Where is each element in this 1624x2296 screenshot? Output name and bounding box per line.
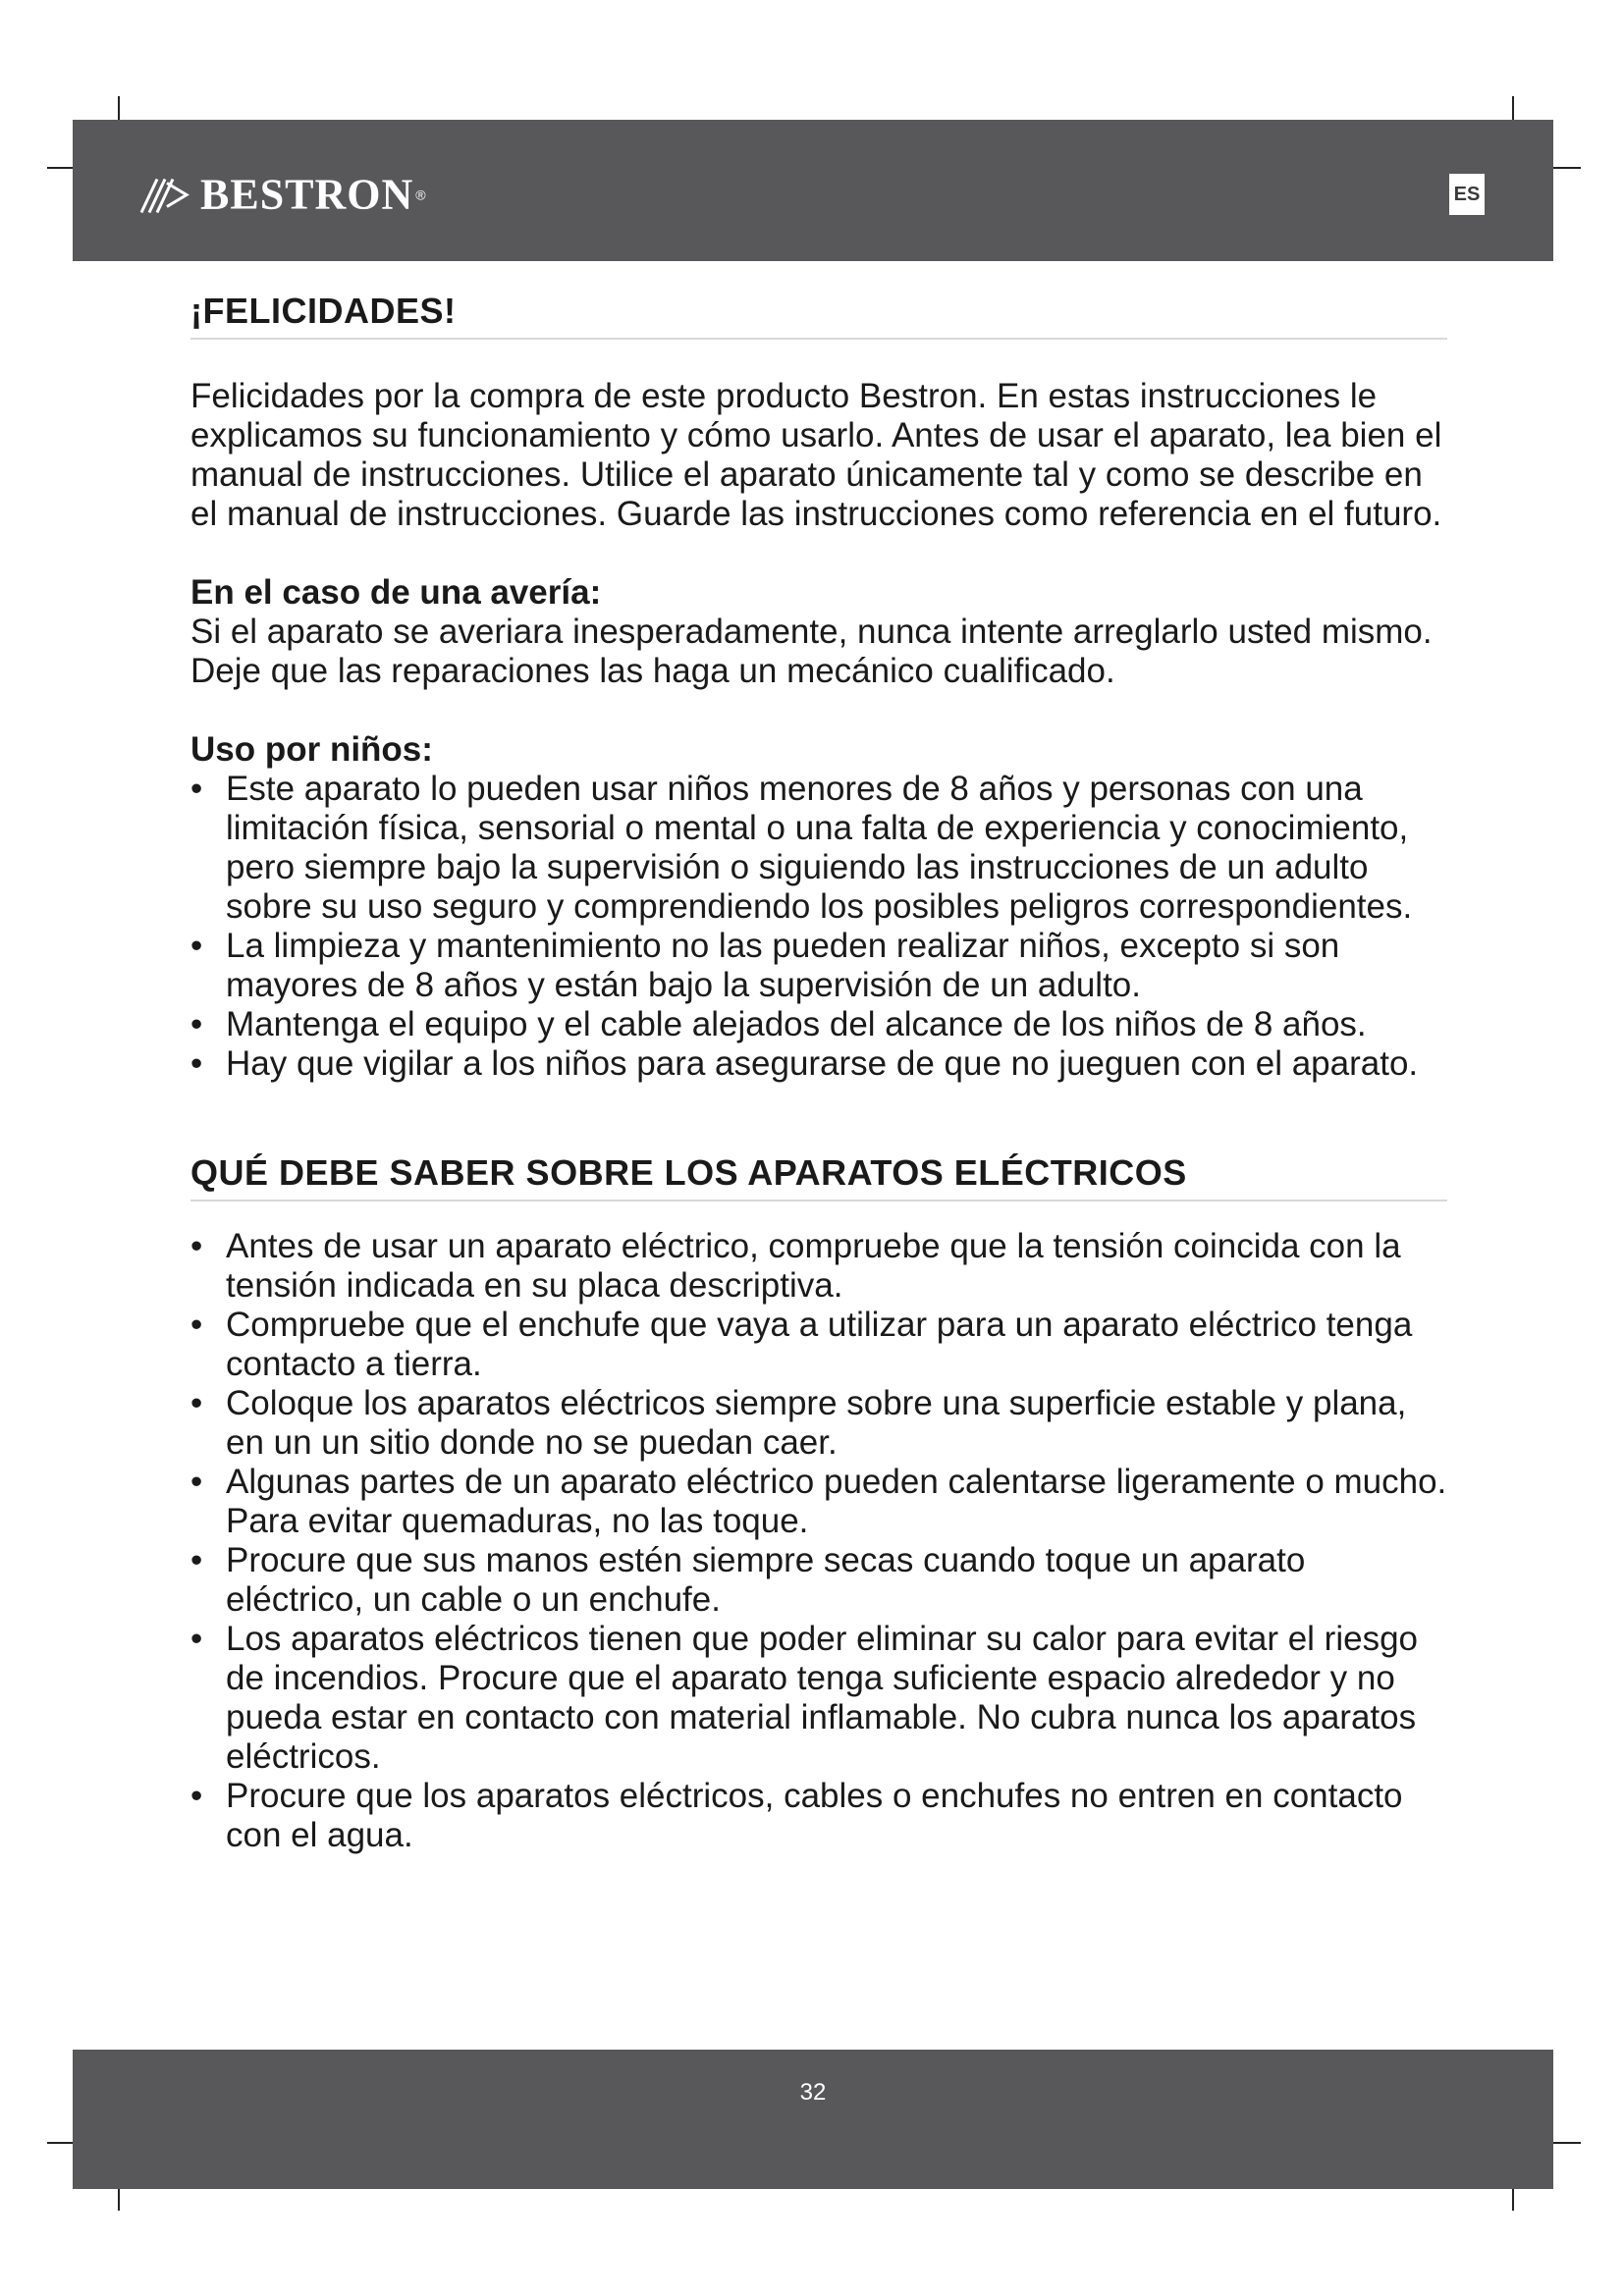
list-item: • Compruebe que el enchufe que vaya a utilizar para un aparato eléctrico tenga contacto a tierra. (190, 1306, 1413, 1383)
fault-heading: En el caso de una avería: (190, 573, 602, 612)
header-bar (73, 120, 1553, 261)
page-content (190, 291, 1447, 1855)
children-list (190, 770, 1447, 1084)
children-heading: Uso por niños: (190, 730, 433, 769)
list-item: • Coloque los aparatos eléctricos siempre sobre una superficie estable y plana, en un un sitio donde no se puedan caer. (190, 1384, 1407, 1462)
list-item: • Procure que los aparatos eléctricos, cables o enchufes no entren en contacto con el agua. (190, 1777, 1403, 1854)
brand-logo (137, 170, 426, 220)
list-item: • Los aparatos eléctricos tienen que poder eliminar su calor para evitar el riesgo de incendios. Procure que el aparato tenga suficiente espacio alrededor y no pueda estar en contacto con material inflamable. No cubra nunca los aparatos eléctricos. (190, 1620, 1418, 1776)
list-item: • Algunas partes de un aparato eléctrico pueden calentarse ligeramente o mucho. Para evitar quemaduras, no las toque. (190, 1463, 1447, 1540)
list-item: • Procure que sus manos estén siempre secas cuando toque un aparato eléctrico, un cable o un enchufe. (190, 1541, 1306, 1619)
list-item: • La limpieza y mantenimiento no las pueden realizar niños, excepto si son mayores de 8 años y están bajo la supervisión de un adulto. (190, 927, 1340, 1004)
footer-bar (73, 2050, 1553, 2189)
registered-mark: ® (415, 187, 426, 202)
page-number: 32 (799, 2079, 827, 2106)
list-item: • Mantenga el equipo y el cable alejados del alcance de los niños de 8 años. (190, 1005, 1367, 1043)
list-item: • Este aparato lo pueden usar niños menores de 8 años y personas con una limitación física, sensorial o mental o una falta de experiencia y conocimiento, pero siempre bajo la supervisión o siguiendo las instrucciones de un adulto sobre su uso seguro y comprendiendo los posibles peligros correspondientes. (190, 770, 1413, 926)
fault-text: Si el aparato se averiara inesperadamente, nunca intente arreglarlo usted mismo. Deje que las reparaciones las haga un mecánico cualificado. (190, 613, 1433, 690)
electrical-list (190, 1227, 1447, 1855)
list-item: • Antes de usar un aparato eléctrico, compruebe que la tensión coincida con la tensión indicada en su placa descriptiva. (190, 1227, 1401, 1305)
language-badge: ES (1449, 174, 1485, 215)
electrical-title: QUÉ DEBE SABER SOBRE LOS APARATOS ELÉCTRICOS (190, 1152, 1447, 1201)
intro-paragraph: Felicidades por la compra de este producto Bestron. En estas instrucciones le explicamos su funcionamiento y cómo usarlo. Antes de usar el aparato, lea bien el manual de instrucciones. Utilice el aparato únicamente tal y como se describe en el manual de instrucciones. Guarde las instrucciones como referencia en el futuro. (190, 377, 1442, 533)
intro-title: ¡FELICIDADES! (190, 291, 1447, 340)
list-item: • Hay que vigilar a los niños para asegurarse de que no jueguen con el aparato. (190, 1044, 1419, 1083)
brand-name: BESTRON (200, 170, 414, 219)
brand-chevrons-icon (137, 175, 192, 214)
